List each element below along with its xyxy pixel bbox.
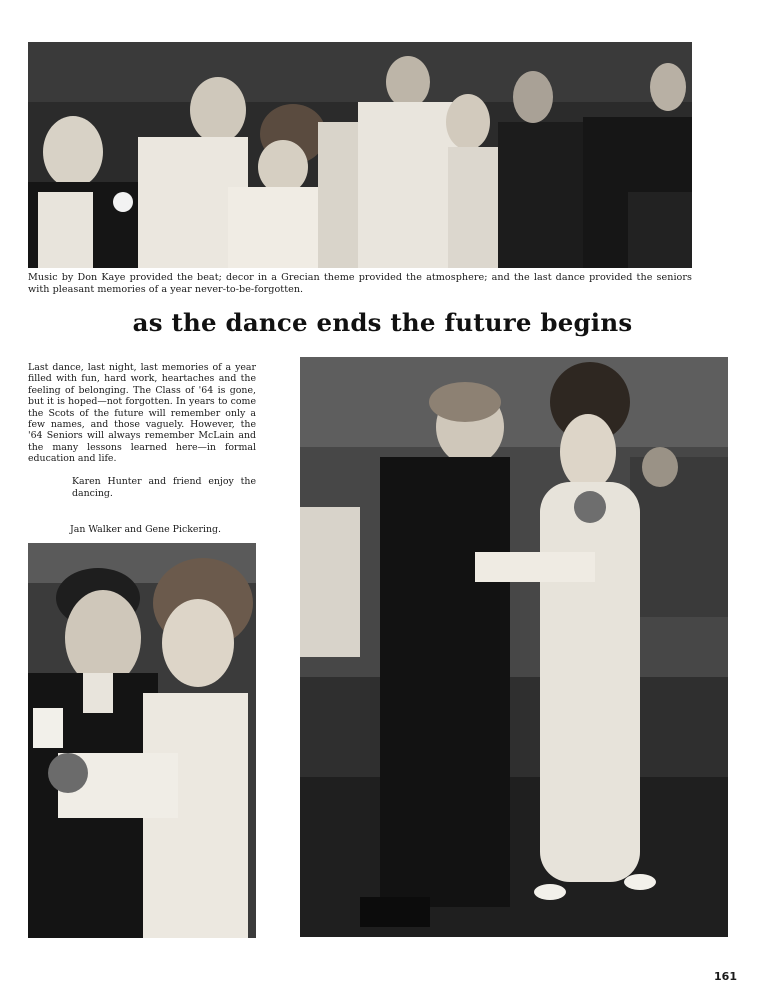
photo-jan-walker-gene-pickering: [28, 543, 256, 938]
photo-karen-hunter-dancing: [300, 357, 728, 937]
page-headline: as the dance ends the future begins: [132, 308, 633, 337]
photo-dancing-crowd: [28, 42, 692, 268]
karen-hunter-caption: Karen Hunter and friend enjoy the dancing.: [72, 476, 256, 499]
article-body: Last dance, last night, last memories of a year filled with fun, hard work, heartaches and the feeling of belonging. The Class of '64 is gone, but it is hoped—not forgotten. In years to come the Scots of the future will remember only a few names, and those vaguely. However, the '64 Seniors will always remember McLain and the many lessons learned here—in formal education and life.: [28, 362, 256, 465]
top-photo-caption: Music by Don Kaye provided the beat; decor in a Grecian theme provided the atmosphere; and the last dance provided the seniors with pleasant memories of a year never-to-be-forgotten.: [28, 272, 692, 295]
page-number: 161: [714, 970, 737, 983]
jan-walker-caption: Jan Walker and Gene Pickering.: [70, 524, 221, 535]
